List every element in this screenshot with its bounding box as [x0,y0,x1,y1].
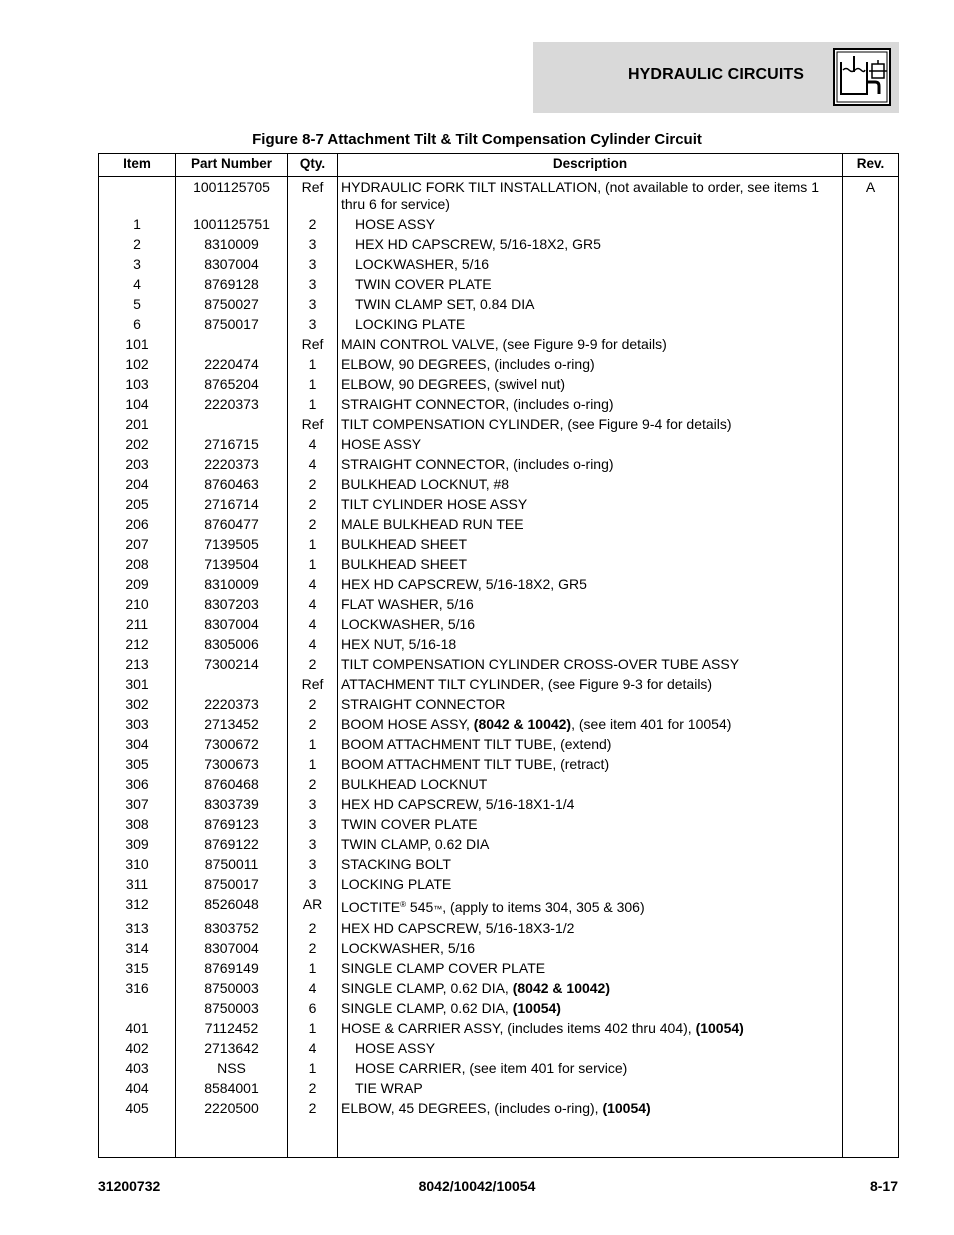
description-cell: BULKHEAD LOCKNUT [341,776,488,792]
table-row [99,854,898,874]
qty-cell: 2 [308,496,317,512]
table-row [99,674,898,694]
table-row [99,594,898,614]
description-cell: LOCKWASHER, 5/16 [355,256,490,272]
qty-cell: 1 [308,1020,317,1036]
part-number-cell: 7139504 [204,556,259,572]
table-row [99,334,898,354]
description-fragment: , (apply to items 304, 305 & 306) [442,899,645,915]
part-number-cell: 7112452 [204,1020,259,1036]
qty-cell: Ref [301,336,324,352]
qty-cell: 2 [308,920,317,936]
qty-cell: 1 [308,1060,317,1076]
qty-cell: 1 [308,376,317,392]
description-cell [341,896,839,918]
qty-cell: 1 [308,396,317,412]
description-cell: BULKHEAD SHEET [341,556,468,572]
table-row [99,1058,898,1078]
column-header-qty: Qty. [299,156,326,171]
qty-cell: Ref [301,676,324,692]
table-row [99,574,898,594]
description-cell: TILT COMPENSATION CYLINDER, (see Figure 9-4 for details) [341,416,732,432]
qty-cell: 2 [308,216,317,232]
item-cell: 311 [125,876,149,892]
model-numbers: 8042/10042/10054 [418,1178,536,1194]
description-fragment: SINGLE CLAMP, 0.62 DIA, [341,1000,513,1016]
description-cell: HEX HD CAPSCREW, 5/16-18X2, GR5 [355,236,601,252]
item-cell: 2 [133,236,141,252]
table-row [99,534,898,554]
table-row [99,894,898,918]
part-number-cell: 8307004 [204,940,259,956]
part-number-cell: 2220474 [204,356,259,372]
description-cell: SINGLE CLAMP COVER PLATE [341,960,546,976]
description-cell: STACKING BOLT [341,856,451,872]
description-cell: ATTACHMENT TILT CYLINDER, (see Figure 9-3 for details) [341,676,713,692]
table-row [99,998,898,1018]
qty-cell: 3 [308,296,317,312]
description-fragment: ELBOW, 45 DEGREES, (includes o-ring), [341,1100,603,1116]
part-number-cell: 7300673 [204,756,259,772]
description-cell [341,1020,839,1037]
description-cell: BOOM ATTACHMENT TILT TUBE, (extend) [341,736,612,752]
item-cell: 204 [125,476,149,492]
description-cell [341,716,839,733]
description-cell: STRAIGHT CONNECTOR [341,696,506,712]
qty-cell: 3 [308,316,317,332]
part-number-cell: 8584001 [204,1080,259,1096]
document-number: 31200732 [98,1178,161,1194]
description-cell: HOSE ASSY [341,436,422,452]
description-cell: HEX HD CAPSCREW, 5/16-18X1-1/4 [341,796,575,812]
description-cell: TWIN CLAMP SET, 0.84 DIA [355,296,535,312]
table-row [99,1098,898,1118]
item-cell: 308 [125,816,149,832]
description-cell: MAIN CONTROL VALVE, (see Figure 9-9 for details) [341,336,667,352]
qty-cell: 1 [308,736,317,752]
part-number-cell: 2220373 [204,696,259,712]
item-cell: 306 [125,776,149,792]
table-row [99,1018,898,1038]
description-fragment: HOSE & CARRIER ASSY, (includes items 402 thru 404), [341,1020,696,1036]
table-row [99,414,898,434]
table-row [99,938,898,958]
description-cell: LOCKWASHER, 5/16 [341,616,476,632]
item-cell: 402 [125,1040,149,1056]
description-cell: LOCKWASHER, 5/16 [341,940,476,956]
description-cell: HOSE ASSY [355,1040,436,1056]
description-cell: TIE WRAP [355,1080,423,1096]
hydraulic-circuit-icon [833,48,891,106]
qty-cell: 2 [308,776,317,792]
qty-cell: 2 [308,940,317,956]
item-cell: 104 [125,396,149,412]
qty-cell: 1 [308,536,317,552]
table-row [99,754,898,774]
item-cell: 316 [125,980,149,996]
item-cell: 3 [133,256,141,272]
item-cell: 202 [125,436,149,452]
table-row [99,434,898,454]
part-number-cell: NSS [217,1060,246,1076]
description-cell: HEX NUT, 5/16-18 [341,636,457,652]
table-row [99,294,898,314]
table-row [99,918,898,938]
description-cell: LOCKING PLATE [341,876,452,892]
qty-cell: 2 [308,656,317,672]
table-row [99,714,898,734]
item-cell: 212 [125,636,149,652]
qty-cell: 1 [308,356,317,372]
description-cell: HOSE ASSY [355,216,436,232]
part-number-cell: 8310009 [204,576,259,592]
rev-cell: A [865,179,876,195]
description-cell: HEX HD CAPSCREW, 5/16-18X3-1/2 [341,920,575,936]
item-cell: 201 [125,416,149,432]
part-number-cell: 8760468 [204,776,259,792]
part-number-cell: 8307004 [204,616,259,632]
part-number-cell: 8305006 [204,636,259,652]
qty-cell: 2 [308,1080,317,1096]
description-fragment: ™ [433,904,443,914]
description-cell: TWIN COVER PLATE [355,276,492,292]
part-number-cell: 2716715 [204,436,259,452]
description-fragment: (10054) [602,1100,651,1116]
table-row [99,978,898,998]
part-number-cell: 2220373 [204,396,259,412]
part-number-cell: 8303739 [204,796,259,812]
description-fragment: , (see item 401 for 10054) [571,716,732,732]
qty-cell: AR [302,896,323,912]
qty-cell: 2 [308,696,317,712]
description-fragment: (8042 & 10042) [512,980,611,996]
qty-cell: 1 [308,756,317,772]
table-row [99,214,898,234]
description-cell: BULKHEAD LOCKNUT, #8 [341,476,510,492]
item-cell: 305 [125,756,149,772]
item-cell: 312 [125,896,149,912]
item-cell: 208 [125,556,149,572]
qty-cell: 3 [308,836,317,852]
table-row [99,314,898,334]
column-header-rev: Rev. [856,156,885,171]
qty-cell: Ref [301,416,324,432]
qty-cell: 3 [308,256,317,272]
item-cell: 1 [133,216,141,232]
qty-cell: 3 [308,796,317,812]
item-cell: 211 [125,616,149,632]
part-number-cell: 8760477 [204,516,259,532]
table-row [99,494,898,514]
item-cell: 307 [125,796,149,812]
part-number-cell: 8307004 [204,256,259,272]
part-number-cell: 2713642 [204,1040,259,1056]
table-row [99,958,898,978]
part-number-cell: 8307203 [204,596,259,612]
figure-title: Figure 8-7 Attachment Tilt & Tilt Compensation Cylinder Circuit [252,131,702,148]
table-row [99,1038,898,1058]
qty-cell: 2 [308,476,317,492]
table-row [99,774,898,794]
description-cell: MALE BULKHEAD RUN TEE [341,516,524,532]
part-number-cell: 8750011 [204,856,259,872]
qty-cell: 4 [308,636,317,652]
item-cell: 6 [133,316,141,332]
table-row [99,514,898,534]
item-cell: 310 [125,856,149,872]
part-number-cell: 2716714 [204,496,259,512]
description-cell: TWIN COVER PLATE [341,816,478,832]
qty-cell: 3 [308,236,317,252]
description-cell: FLAT WASHER, 5/16 [341,596,474,612]
qty-cell: 4 [308,1040,317,1056]
description-fragment: BOOM HOSE ASSY, [341,716,474,732]
qty-cell: 2 [308,516,317,532]
description-cell: STRAIGHT CONNECTOR, (includes o-ring) [341,456,614,472]
part-number-cell: 7300214 [204,656,259,672]
qty-cell: 4 [308,456,317,472]
qty-cell: 3 [308,876,317,892]
description-cell: TWIN CLAMP, 0.62 DIA [341,836,490,852]
description-cell: ELBOW, 90 DEGREES, (includes o-ring) [341,356,595,372]
column-header-part-number: Part Number [190,156,273,171]
description-fragment: (10054) [512,1000,561,1016]
qty-cell: 4 [308,576,317,592]
item-cell: 401 [125,1020,149,1036]
qty-cell: 1 [308,960,317,976]
part-number-cell: 8769123 [204,816,259,832]
table-row [99,234,898,254]
part-number-cell: 2220373 [204,456,259,472]
description-fragment: SINGLE CLAMP, 0.62 DIA, [341,980,513,996]
item-cell: 314 [125,940,149,956]
table-row [99,794,898,814]
description-cell: HOSE CARRIER, (see item 401 for service) [355,1060,628,1076]
item-cell: 210 [125,596,149,612]
part-number-cell: 8750017 [204,876,259,892]
qty-cell: 3 [308,856,317,872]
item-cell: 301 [125,676,149,692]
description-cell: BULKHEAD SHEET [341,536,468,552]
table-row [99,274,898,294]
item-cell: 309 [125,836,149,852]
table-row [99,1078,898,1098]
item-cell: 209 [125,576,149,592]
item-cell: 405 [125,1100,149,1116]
table-row [99,654,898,674]
parts-table [98,153,899,1158]
item-cell: 302 [125,696,149,712]
description-cell: STRAIGHT CONNECTOR, (includes o-ring) [341,396,614,412]
description-fragment: 545 [406,899,434,915]
column-header-item: Item [123,156,151,171]
item-cell: 304 [125,736,149,752]
description-cell: HYDRAULIC FORK TILT INSTALLATION, (not available to order, see items 1 thru 6 for service) [341,179,819,212]
table-row [99,834,898,854]
part-number-cell: 8750027 [204,296,259,312]
section-title: HYDRAULIC CIRCUITS [628,66,805,83]
part-number-cell: 1001125705 [193,179,270,195]
description-fragment: ® [400,900,407,909]
qty-cell: 4 [308,596,317,612]
part-number-cell: 7300672 [204,736,259,752]
table-row [99,454,898,474]
description-cell [341,980,839,997]
description-cell: HEX HD CAPSCREW, 5/16-18X2, GR5 [341,576,587,592]
description-cell: TILT COMPENSATION CYLINDER CROSS-OVER TUBE ASSY [341,656,740,672]
part-number-cell: 8750003 [204,1000,259,1016]
item-cell: 4 [133,276,141,292]
description-cell [341,1000,839,1017]
table-body [99,177,898,1118]
part-number-cell: 8750017 [204,316,259,332]
column-header-description: Description [552,156,628,171]
page-number: 8-17 [869,1178,898,1194]
description-cell: BOOM ATTACHMENT TILT TUBE, (retract) [341,756,610,772]
qty-cell: Ref [301,179,324,195]
item-cell: 101 [125,336,149,352]
part-number-cell: 8769122 [204,836,259,852]
item-cell: 404 [125,1080,149,1096]
item-cell: 403 [125,1060,149,1076]
item-cell: 205 [125,496,149,512]
table-row [99,474,898,494]
part-number-cell: 1001125751 [193,216,270,232]
qty-cell: 6 [308,1000,317,1016]
part-number-cell: 8750003 [204,980,259,996]
qty-cell: 3 [308,816,317,832]
item-cell: 207 [125,536,149,552]
item-cell: 102 [125,356,149,372]
item-cell: 5 [133,296,141,312]
table-row [99,554,898,574]
description-cell [341,1100,839,1117]
description-cell: LOCKING PLATE [355,316,466,332]
part-number-cell: 8303752 [204,920,259,936]
part-number-cell: 2713452 [204,716,259,732]
table-row [99,177,898,214]
table-row [99,254,898,274]
part-number-cell: 8765204 [204,376,259,392]
description-fragment: (10054) [695,1020,744,1036]
description-cell: ELBOW, 90 DEGREES, (swivel nut) [341,376,566,392]
item-cell: 315 [125,960,149,976]
item-cell: 313 [125,920,149,936]
table-row [99,814,898,834]
qty-cell: 4 [308,980,317,996]
qty-cell: 1 [308,556,317,572]
part-number-cell: 2220500 [204,1100,259,1116]
part-number-cell: 7139505 [204,536,259,552]
item-cell: 206 [125,516,149,532]
item-cell: 303 [125,716,149,732]
qty-cell: 2 [308,716,317,732]
qty-cell: 3 [308,276,317,292]
description-fragment: (8042 & 10042) [473,716,572,732]
item-cell: 213 [125,656,149,672]
part-number-cell: 8526048 [204,896,259,912]
table-row [99,634,898,654]
description-fragment: LOCTITE [341,899,401,915]
table-row [99,354,898,374]
qty-cell: 2 [308,1100,317,1116]
table-row [99,374,898,394]
table-row [99,874,898,894]
item-cell: 103 [125,376,149,392]
qty-cell: 4 [308,616,317,632]
qty-cell: 4 [308,436,317,452]
table-row [99,614,898,634]
table-row [99,694,898,714]
part-number-cell: 8310009 [204,236,259,252]
description-cell: TILT CYLINDER HOSE ASSY [341,496,528,512]
table-row [99,734,898,754]
item-cell: 203 [125,456,149,472]
part-number-cell: 8769128 [204,276,259,292]
table-row [99,394,898,414]
part-number-cell: 8769149 [204,960,259,976]
part-number-cell: 8760463 [204,476,259,492]
